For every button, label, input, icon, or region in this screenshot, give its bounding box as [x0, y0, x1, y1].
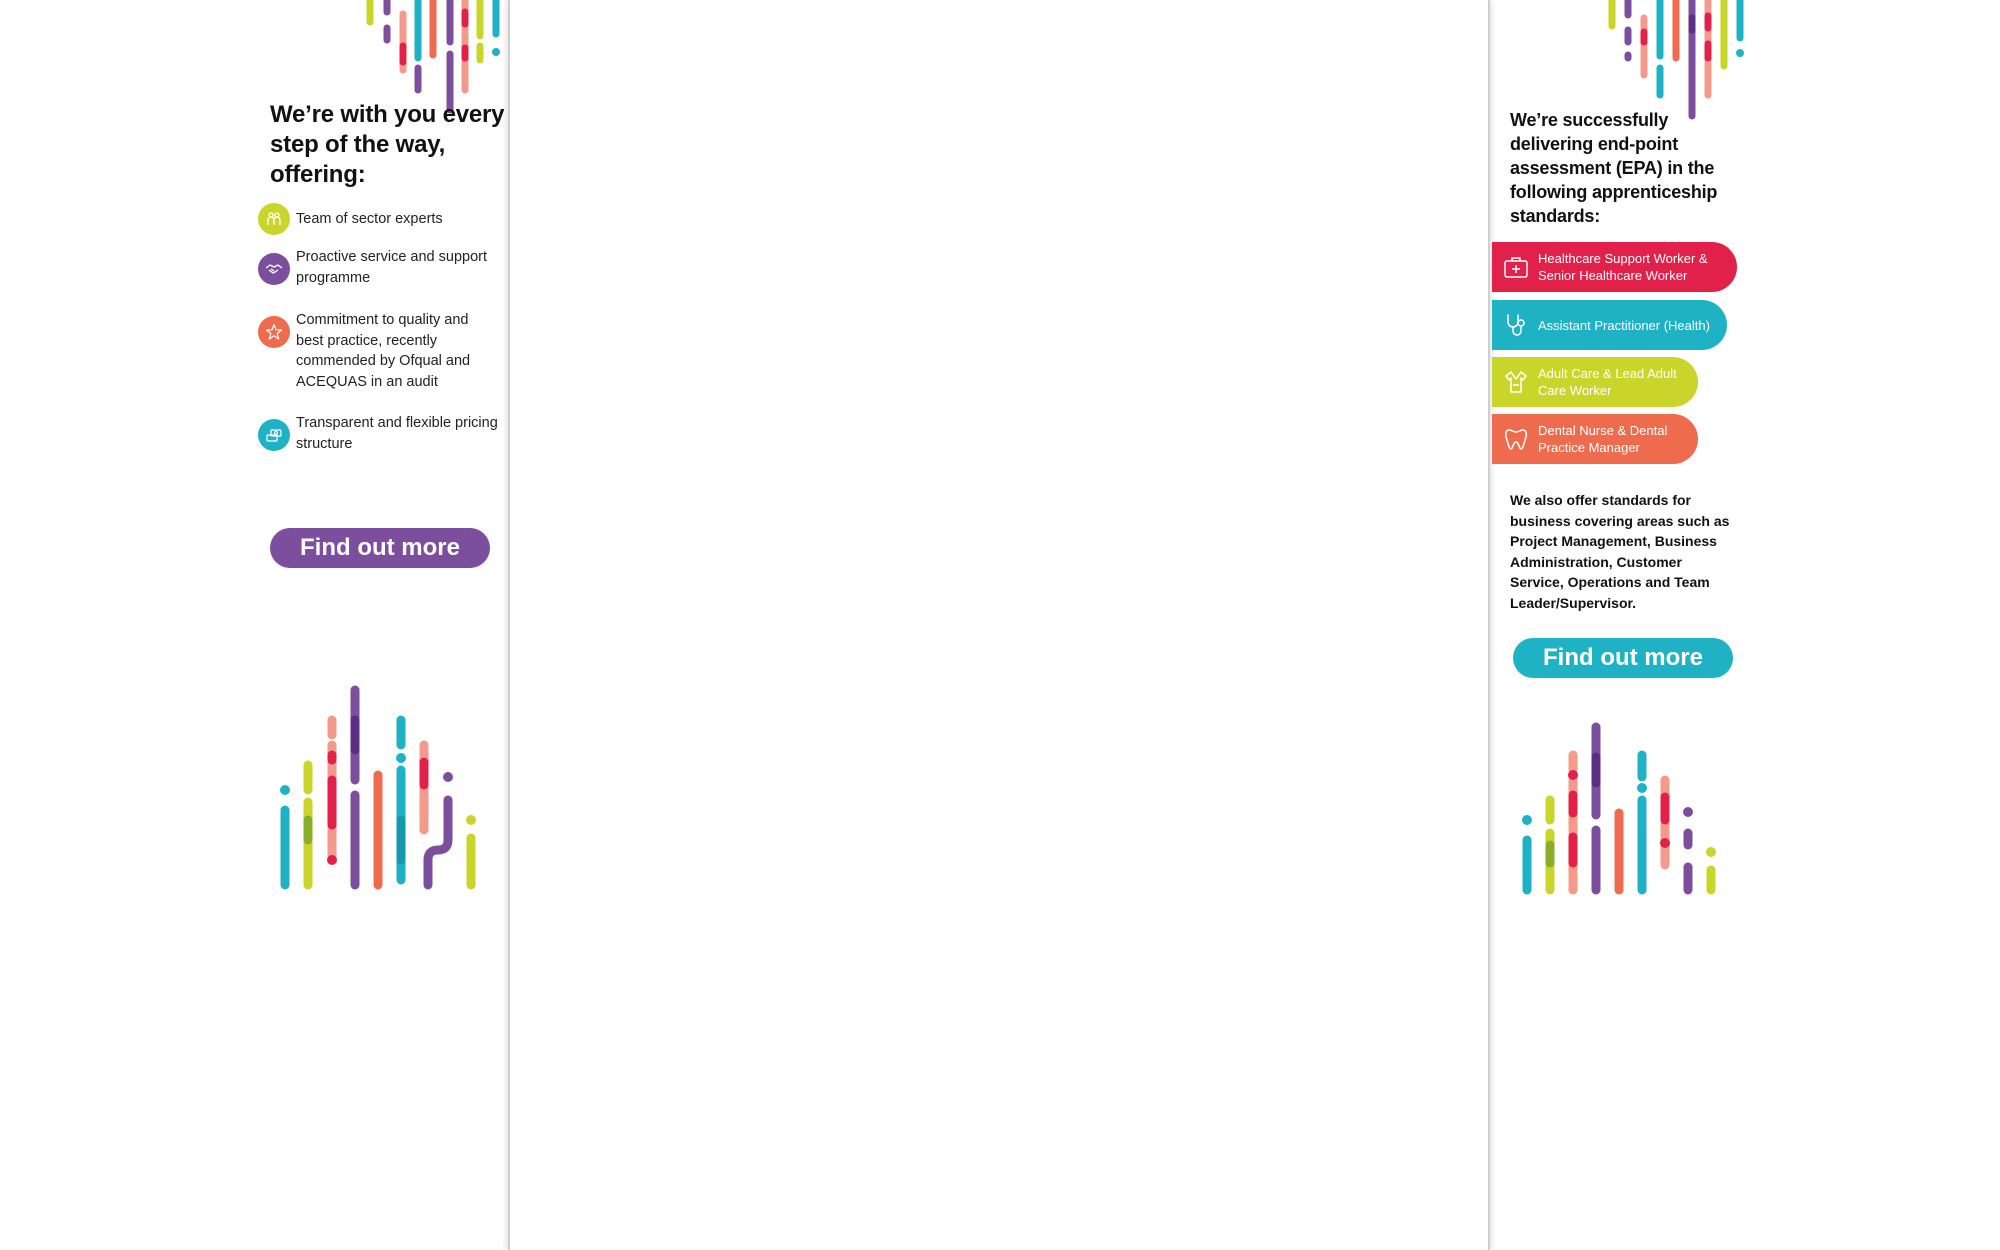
standard-label: Healthcare Support Worker & Senior Healthcare Worker: [1538, 251, 1708, 283]
standard-dental-nurse[interactable]: [1492, 414, 1698, 464]
left-promo-panel: [0, 0, 508, 1250]
standard-label: Dental Nurse & Dental Practice Manager: [1538, 423, 1668, 455]
find-out-more-button-right[interactable]: Find out more: [1513, 638, 1733, 678]
first-aid-kit-icon: [1502, 253, 1530, 281]
content-area: [508, 0, 1490, 1250]
find-out-more-button-left[interactable]: Find out more: [270, 528, 490, 568]
feature-text: Proactive service and support programme: [296, 249, 488, 286]
feature-text: Transparent and flexible pricing structure: [296, 415, 498, 452]
handshake-icon: [258, 253, 290, 285]
stethoscope-icon: [1502, 311, 1530, 339]
bottom-stripes-decoration-right: [1510, 715, 1730, 895]
feature-item-team: [258, 203, 498, 235]
also-offer-text: We also offer standards for business covering areas such as Project Management, Business Administration, Customer Service, Operations and Team Leader/Supervisor.: [1510, 492, 1730, 611]
feature-item-pricing: [258, 413, 498, 454]
feature-text: Commitment to quality and best practice, recently commended by Ofqual and ACEQUAS in an audit: [296, 312, 471, 390]
top-stripes-decoration-right: [1600, 0, 1750, 125]
right-heading: We’re successfully delivering end-point assessment (EPA) in the following apprenticeship standards:: [1510, 110, 1718, 226]
standard-label: Adult Care & Lead Adult Care Worker: [1538, 366, 1677, 398]
tunic-icon: [1502, 368, 1530, 396]
standard-healthcare-support-worker[interactable]: [1492, 242, 1737, 292]
standard-assistant-practitioner[interactable]: [1492, 300, 1727, 350]
feature-item-service: [258, 247, 498, 288]
tooth-icon: [1502, 425, 1530, 453]
standard-adult-care-worker[interactable]: [1492, 357, 1698, 407]
team-icon: [258, 203, 290, 235]
star-icon: [258, 316, 290, 348]
bottom-stripes-decoration-left: [270, 680, 490, 890]
money-icon: [258, 419, 290, 451]
feature-item-quality: [258, 310, 498, 392]
left-heading: We’re with you every step of the way, offering:: [270, 101, 505, 188]
standard-label: Assistant Practitioner (Health): [1538, 317, 1710, 333]
feature-text: Team of sector experts: [296, 211, 443, 227]
